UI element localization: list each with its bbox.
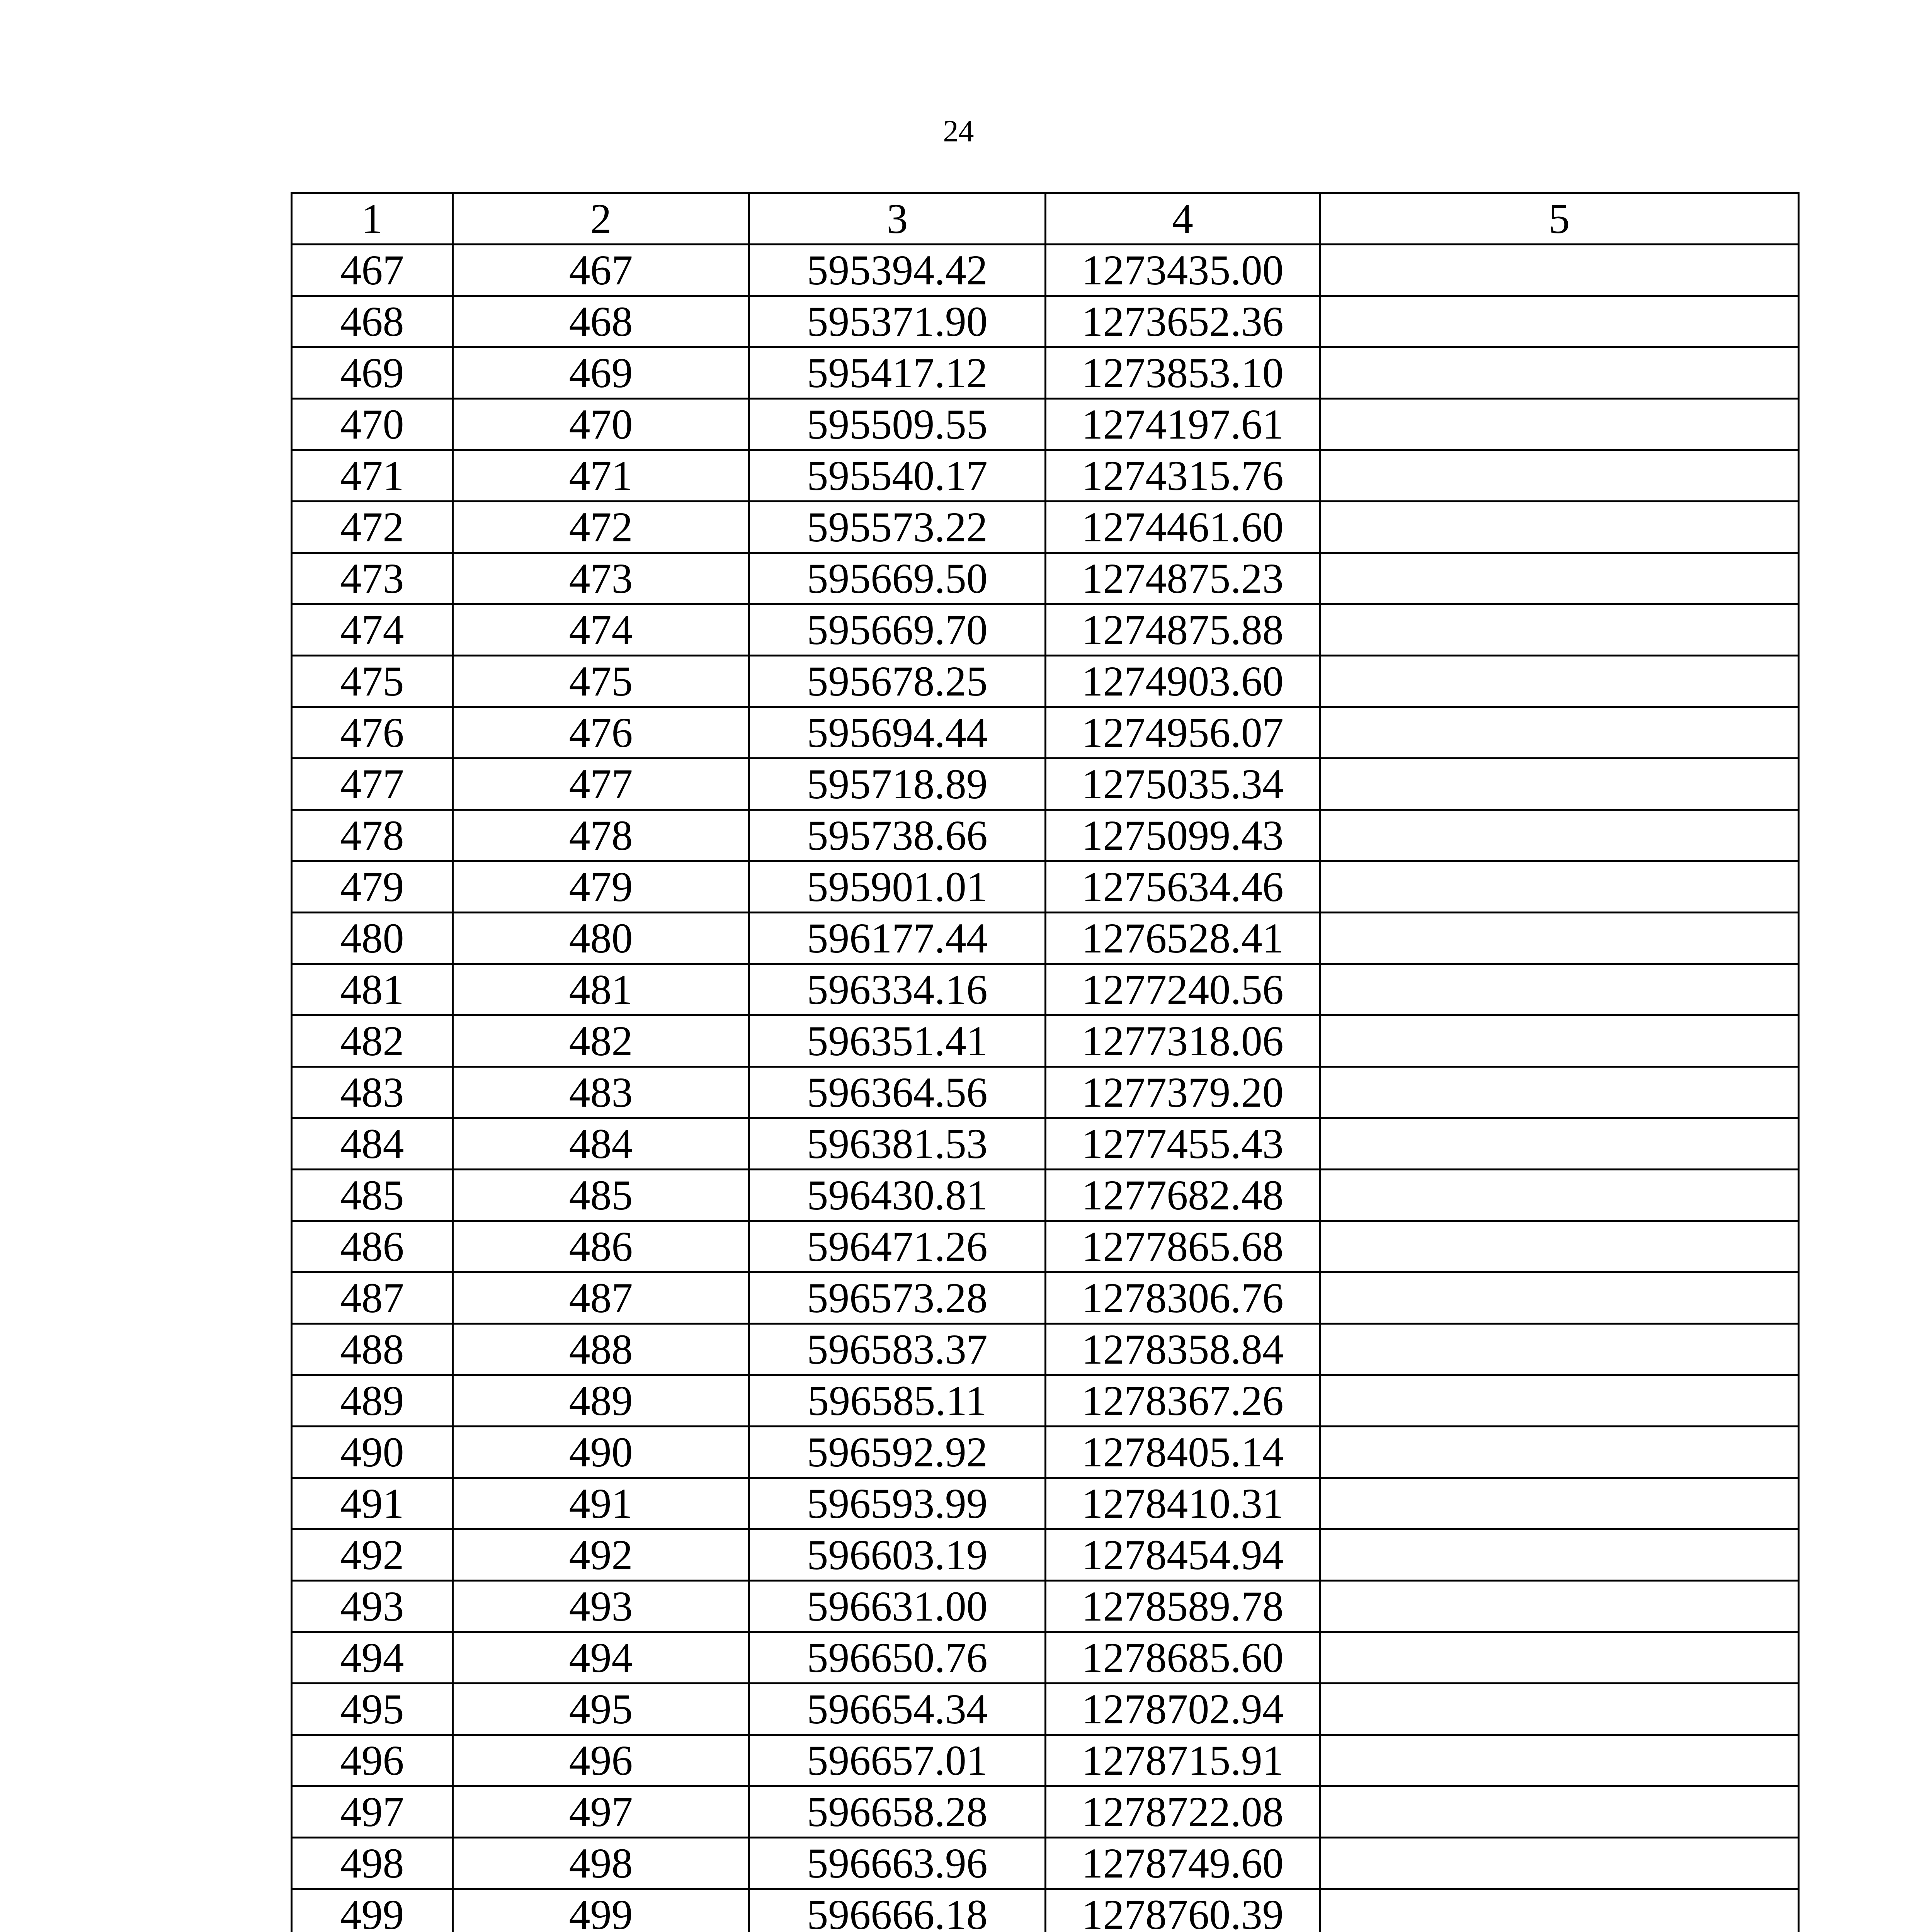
- table-cell: 481: [453, 964, 749, 1015]
- table-cell: 492: [453, 1529, 749, 1581]
- table-cell: 1274956.07: [1046, 707, 1320, 759]
- table-cell: [1320, 1015, 1799, 1067]
- table-cell: [1320, 399, 1799, 450]
- table-cell: 1273435.00: [1046, 245, 1320, 296]
- table-cell: 487: [453, 1272, 749, 1324]
- table-cell: [1320, 1786, 1799, 1838]
- table-cell: [1320, 347, 1799, 399]
- table-cell: 596583.37: [749, 1324, 1046, 1375]
- table-cell: 498: [292, 1838, 453, 1889]
- table-row: [292, 553, 1799, 604]
- table-cell: 493: [453, 1581, 749, 1632]
- table-cell: 496: [453, 1735, 749, 1786]
- table-cell: 596657.01: [749, 1735, 1046, 1786]
- table-cell: 1278760.39: [1046, 1889, 1320, 1932]
- table-cell: 1277682.48: [1046, 1170, 1320, 1221]
- table-cell: 484: [292, 1118, 453, 1170]
- table-cell: 496: [292, 1735, 453, 1786]
- column-header: 4: [1046, 193, 1320, 245]
- table-cell: 595573.22: [749, 502, 1046, 553]
- table-cell: 595678.25: [749, 656, 1046, 707]
- table-cell: 468: [453, 296, 749, 347]
- table-cell: 596471.26: [749, 1221, 1046, 1272]
- table-cell: 495: [453, 1684, 749, 1735]
- table-row: [292, 1735, 1799, 1786]
- table-cell: 486: [453, 1221, 749, 1272]
- table-cell: 472: [292, 502, 453, 553]
- table-cell: 488: [292, 1324, 453, 1375]
- table-cell: 595669.70: [749, 604, 1046, 656]
- table-cell: 1273652.36: [1046, 296, 1320, 347]
- table-cell: 1277379.20: [1046, 1067, 1320, 1118]
- table-cell: 469: [292, 347, 453, 399]
- table-cell: [1320, 1272, 1799, 1324]
- table-cell: [1320, 1324, 1799, 1375]
- table-cell: 473: [453, 553, 749, 604]
- table-cell: 497: [292, 1786, 453, 1838]
- table-cell: [1320, 1067, 1799, 1118]
- table-cell: 487: [292, 1272, 453, 1324]
- table-cell: 1277455.43: [1046, 1118, 1320, 1170]
- table-row: [292, 1324, 1799, 1375]
- table-cell: 1278702.94: [1046, 1684, 1320, 1735]
- table-cell: 482: [453, 1015, 749, 1067]
- table-cell: [1320, 296, 1799, 347]
- table-cell: [1320, 810, 1799, 861]
- table-cell: [1320, 1170, 1799, 1221]
- table-cell: 1278685.60: [1046, 1632, 1320, 1684]
- table-cell: 468: [292, 296, 453, 347]
- table-cell: 596631.00: [749, 1581, 1046, 1632]
- table-cell: 596177.44: [749, 913, 1046, 964]
- table-cell: [1320, 1529, 1799, 1581]
- table-row: [292, 964, 1799, 1015]
- table-cell: 490: [453, 1427, 749, 1478]
- table-cell: 596585.11: [749, 1375, 1046, 1427]
- table-cell: 470: [292, 399, 453, 450]
- table-cell: 596666.18: [749, 1889, 1046, 1932]
- table-cell: 596364.56: [749, 1067, 1046, 1118]
- table-row: [292, 861, 1799, 913]
- table-cell: 596650.76: [749, 1632, 1046, 1684]
- table-cell: 1277318.06: [1046, 1015, 1320, 1067]
- table-cell: 1274315.76: [1046, 450, 1320, 502]
- table-cell: 494: [292, 1632, 453, 1684]
- table-cell: 467: [292, 245, 453, 296]
- table-cell: 499: [453, 1889, 749, 1932]
- table-cell: 467: [453, 245, 749, 296]
- table-cell: 478: [292, 810, 453, 861]
- table-cell: 481: [292, 964, 453, 1015]
- table-cell: 472: [453, 502, 749, 553]
- table-cell: 596351.41: [749, 1015, 1046, 1067]
- table-cell: 595669.50: [749, 553, 1046, 604]
- table-row: [292, 347, 1799, 399]
- table-cell: 493: [292, 1581, 453, 1632]
- table-cell: 596592.92: [749, 1427, 1046, 1478]
- table-row: [292, 913, 1799, 964]
- table-row: [292, 1838, 1799, 1889]
- table-cell: 596381.53: [749, 1118, 1046, 1170]
- table-cell: 596658.28: [749, 1786, 1046, 1838]
- table-cell: 491: [292, 1478, 453, 1529]
- table-cell: [1320, 913, 1799, 964]
- table-cell: [1320, 245, 1799, 296]
- table-row: [292, 1170, 1799, 1221]
- table-row: [292, 1684, 1799, 1735]
- table-row: [292, 1581, 1799, 1632]
- table-cell: [1320, 759, 1799, 810]
- table-cell: 1278306.76: [1046, 1272, 1320, 1324]
- table-row: [292, 399, 1799, 450]
- table-cell: 488: [453, 1324, 749, 1375]
- table-row: [292, 1632, 1799, 1684]
- table-cell: 477: [453, 759, 749, 810]
- table-cell: 495: [292, 1684, 453, 1735]
- table-cell: 476: [292, 707, 453, 759]
- table-cell: 1278405.14: [1046, 1427, 1320, 1478]
- table-row: [292, 810, 1799, 861]
- table-cell: [1320, 1581, 1799, 1632]
- table-cell: [1320, 707, 1799, 759]
- table-cell: [1320, 450, 1799, 502]
- table-cell: [1320, 656, 1799, 707]
- table-cell: 1278454.94: [1046, 1529, 1320, 1581]
- table-cell: [1320, 1684, 1799, 1735]
- table-cell: 1274197.61: [1046, 399, 1320, 450]
- table-cell: 596334.16: [749, 964, 1046, 1015]
- table-row: [292, 759, 1799, 810]
- table-cell: 1278749.60: [1046, 1838, 1320, 1889]
- table-row: [292, 1889, 1799, 1932]
- table-cell: [1320, 861, 1799, 913]
- table-cell: 475: [292, 656, 453, 707]
- column-header: 3: [749, 193, 1046, 245]
- table-cell: 470: [453, 399, 749, 450]
- table-cell: 477: [292, 759, 453, 810]
- table-cell: 498: [453, 1838, 749, 1889]
- table-row: [292, 296, 1799, 347]
- table-cell: 1277240.56: [1046, 964, 1320, 1015]
- table-cell: [1320, 1118, 1799, 1170]
- table-cell: 474: [453, 604, 749, 656]
- table-cell: [1320, 1632, 1799, 1684]
- table-cell: 1278358.84: [1046, 1324, 1320, 1375]
- table-cell: 596654.34: [749, 1684, 1046, 1735]
- table-cell: 489: [292, 1375, 453, 1427]
- table-cell: [1320, 502, 1799, 553]
- table-cell: 478: [453, 810, 749, 861]
- table-cell: 595718.89: [749, 759, 1046, 810]
- table-row: [292, 1375, 1799, 1427]
- table-cell: 595371.90: [749, 296, 1046, 347]
- table-cell: 595417.12: [749, 347, 1046, 399]
- table-cell: 471: [453, 450, 749, 502]
- table-cell: 1277865.68: [1046, 1221, 1320, 1272]
- table-cell: 479: [292, 861, 453, 913]
- table-cell: 480: [292, 913, 453, 964]
- coordinates-table: [291, 192, 1800, 1932]
- table-cell: 1274875.23: [1046, 553, 1320, 604]
- table-cell: 1275099.43: [1046, 810, 1320, 861]
- table-cell: 1275634.46: [1046, 861, 1320, 913]
- table-cell: 595540.17: [749, 450, 1046, 502]
- table-cell: 595509.55: [749, 399, 1046, 450]
- table-row: [292, 1478, 1799, 1529]
- table-row: [292, 1529, 1799, 1581]
- table-cell: 595394.42: [749, 245, 1046, 296]
- table-row: [292, 1067, 1799, 1118]
- table-cell: 1273853.10: [1046, 347, 1320, 399]
- table-cell: 596603.19: [749, 1529, 1046, 1581]
- table-cell: 473: [292, 553, 453, 604]
- table-cell: [1320, 1221, 1799, 1272]
- table-cell: 596573.28: [749, 1272, 1046, 1324]
- table-cell: 471: [292, 450, 453, 502]
- table-cell: 1278367.26: [1046, 1375, 1320, 1427]
- table-cell: [1320, 553, 1799, 604]
- table-cell: 1278410.31: [1046, 1478, 1320, 1529]
- column-header: 1: [292, 193, 453, 245]
- table-cell: [1320, 1427, 1799, 1478]
- table-header-row: [292, 193, 1799, 245]
- table-row: [292, 450, 1799, 502]
- table-cell: 483: [292, 1067, 453, 1118]
- table-cell: 476: [453, 707, 749, 759]
- table-cell: 480: [453, 913, 749, 964]
- table-cell: 485: [292, 1170, 453, 1221]
- table-row: [292, 245, 1799, 296]
- table-row: [292, 604, 1799, 656]
- table-cell: 497: [453, 1786, 749, 1838]
- table-cell: [1320, 964, 1799, 1015]
- table-cell: [1320, 1838, 1799, 1889]
- table-cell: [1320, 1375, 1799, 1427]
- table-cell: 1276528.41: [1046, 913, 1320, 964]
- table-cell: 1274903.60: [1046, 656, 1320, 707]
- table-cell: 492: [292, 1529, 453, 1581]
- table-cell: 596430.81: [749, 1170, 1046, 1221]
- table-row: [292, 1272, 1799, 1324]
- column-header: 5: [1320, 193, 1799, 245]
- table-cell: 596663.96: [749, 1838, 1046, 1889]
- table-cell: 595738.66: [749, 810, 1046, 861]
- table-row: [292, 656, 1799, 707]
- table-cell: 596593.99: [749, 1478, 1046, 1529]
- table-cell: 475: [453, 656, 749, 707]
- table-cell: 483: [453, 1067, 749, 1118]
- table-cell: 491: [453, 1478, 749, 1529]
- table-cell: 1274461.60: [1046, 502, 1320, 553]
- table-cell: 490: [292, 1427, 453, 1478]
- table-row: [292, 1221, 1799, 1272]
- table-cell: 499: [292, 1889, 453, 1932]
- table-cell: 484: [453, 1118, 749, 1170]
- table-cell: 1274875.88: [1046, 604, 1320, 656]
- table-row: [292, 707, 1799, 759]
- table-cell: 1278715.91: [1046, 1735, 1320, 1786]
- table-cell: [1320, 1889, 1799, 1932]
- table-row: [292, 1786, 1799, 1838]
- table-cell: [1320, 1735, 1799, 1786]
- table-row: [292, 1015, 1799, 1067]
- table-cell: 489: [453, 1375, 749, 1427]
- table-row: [292, 502, 1799, 553]
- table-cell: 1278589.78: [1046, 1581, 1320, 1632]
- table-cell: [1320, 604, 1799, 656]
- table-cell: 479: [453, 861, 749, 913]
- table-cell: 482: [292, 1015, 453, 1067]
- table-cell: 486: [292, 1221, 453, 1272]
- table-cell: 1275035.34: [1046, 759, 1320, 810]
- column-header: 2: [453, 193, 749, 245]
- table-cell: 485: [453, 1170, 749, 1221]
- page-number: 24: [943, 114, 974, 148]
- table-cell: 595694.44: [749, 707, 1046, 759]
- table-cell: 1278722.08: [1046, 1786, 1320, 1838]
- table-body: [292, 245, 1799, 1932]
- table-row: [292, 1118, 1799, 1170]
- table-cell: 469: [453, 347, 749, 399]
- table-cell: 474: [292, 604, 453, 656]
- table-cell: [1320, 1478, 1799, 1529]
- table-cell: 494: [453, 1632, 749, 1684]
- table-row: [292, 1427, 1799, 1478]
- table-cell: 595901.01: [749, 861, 1046, 913]
